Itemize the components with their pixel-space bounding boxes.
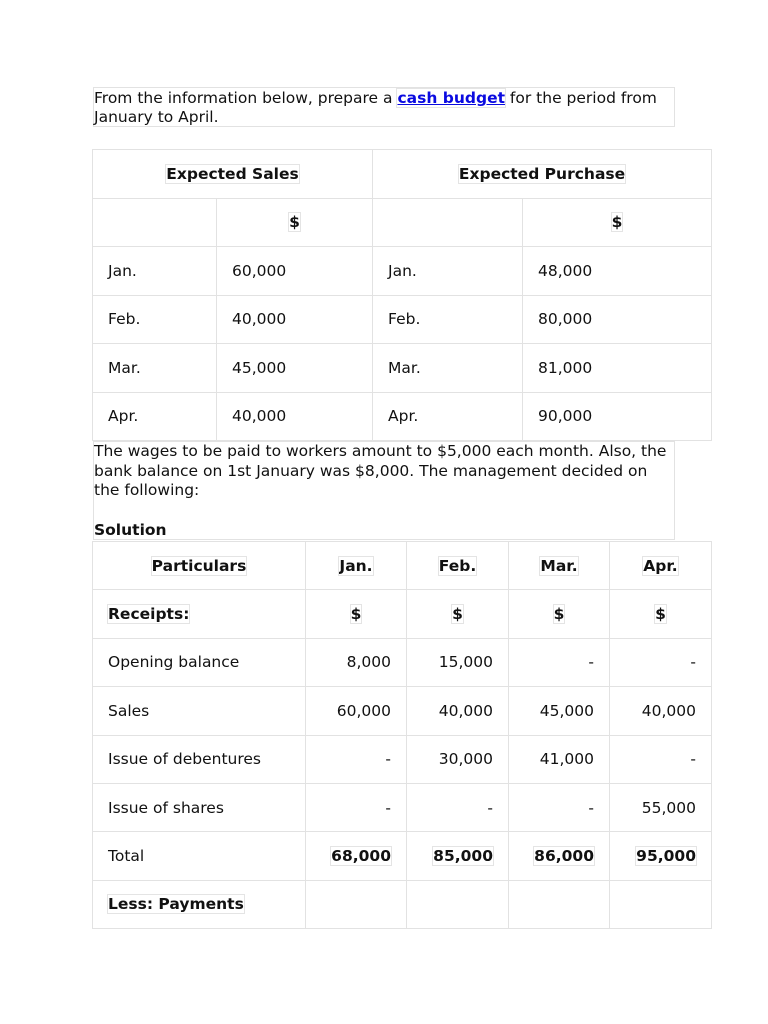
intro-text-before: From the information below, prepare a xyxy=(94,89,398,107)
cash-budget-table xyxy=(92,541,712,929)
purchase-amount: 81,000 xyxy=(523,344,712,393)
table-row xyxy=(93,638,712,686)
row-value: 45,000 xyxy=(509,687,610,735)
receipts-row xyxy=(93,590,712,638)
total-value: 68,000 xyxy=(331,847,391,866)
expected-purchase-label: Expected Purchase xyxy=(458,164,626,183)
purchase-month: Jan. xyxy=(373,247,523,296)
currency-cell xyxy=(306,590,407,638)
header-row xyxy=(93,542,712,590)
expected-sales-label: Expected Sales xyxy=(166,164,299,183)
wages-note xyxy=(93,441,675,540)
currency-cell xyxy=(509,590,610,638)
row-label: Issue of shares xyxy=(93,783,306,831)
empty-cell xyxy=(373,198,523,247)
row-value: - xyxy=(306,783,407,831)
table-row xyxy=(93,344,712,393)
row-label: Opening balance xyxy=(93,638,306,686)
cash-budget-link[interactable]: cash budget xyxy=(397,89,505,107)
total-cell xyxy=(610,832,712,880)
sales-amount: 45,000 xyxy=(217,344,373,393)
receipts-cell xyxy=(93,590,306,638)
row-value: - xyxy=(306,735,407,783)
sales-amount: 40,000 xyxy=(217,392,373,441)
row-value: - xyxy=(509,783,610,831)
sales-month: Feb. xyxy=(93,295,217,344)
month-header xyxy=(509,542,610,590)
expected-purchase-header xyxy=(373,150,712,199)
month-header xyxy=(610,542,712,590)
currency-cell xyxy=(610,590,712,638)
total-cell xyxy=(407,832,509,880)
currency-label: $ xyxy=(452,605,463,624)
purchase-amount: 80,000 xyxy=(523,295,712,344)
payments-label: Less: Payments xyxy=(108,895,244,914)
empty-cell xyxy=(610,880,712,928)
currency-cell xyxy=(407,590,509,638)
row-value: 15,000 xyxy=(407,638,509,686)
row-value: - xyxy=(610,638,712,686)
row-value: 30,000 xyxy=(407,735,509,783)
month-label: Jan. xyxy=(339,556,373,575)
row-value: - xyxy=(407,783,509,831)
purchase-month: Apr. xyxy=(373,392,523,441)
row-value: 60,000 xyxy=(306,687,407,735)
month-label: Mar. xyxy=(540,556,578,575)
row-value: - xyxy=(509,638,610,686)
row-value: 40,000 xyxy=(407,687,509,735)
sales-month: Jan. xyxy=(93,247,217,296)
table-row xyxy=(93,295,712,344)
total-value: 85,000 xyxy=(433,847,493,866)
table-row xyxy=(93,247,712,296)
total-value: 95,000 xyxy=(636,847,696,866)
empty-cell xyxy=(407,880,509,928)
row-value: 8,000 xyxy=(306,638,407,686)
payments-cell xyxy=(93,880,306,928)
purchase-month: Mar. xyxy=(373,344,523,393)
total-row xyxy=(93,832,712,880)
empty-cell xyxy=(509,880,610,928)
month-header xyxy=(306,542,407,590)
row-value: 40,000 xyxy=(610,687,712,735)
table-row xyxy=(93,687,712,735)
purchase-amount: 48,000 xyxy=(523,247,712,296)
wages-note-text: The wages to be paid to workers amount to $5,000 each month. Also, the bank balance on 1st January was $8,000. The management decided on the following: xyxy=(94,442,667,499)
month-header xyxy=(407,542,509,590)
month-label: Apr. xyxy=(643,556,678,575)
solution-heading: Solution xyxy=(94,521,167,539)
table-row xyxy=(93,783,712,831)
month-label: Feb. xyxy=(438,556,477,575)
sales-month: Mar. xyxy=(93,344,217,393)
currency-cell xyxy=(217,198,373,247)
sales-amount: 60,000 xyxy=(217,247,373,296)
purchase-currency-label: $ xyxy=(611,213,623,232)
total-cell xyxy=(306,832,407,880)
receipts-label: Receipts: xyxy=(108,605,190,624)
sales-currency-label: $ xyxy=(289,213,300,232)
sales-month: Apr. xyxy=(93,392,217,441)
total-cell xyxy=(509,832,610,880)
purchase-month: Feb. xyxy=(373,295,523,344)
intro-text-after: for the period from January to April. xyxy=(94,89,657,126)
empty-cell xyxy=(93,198,217,247)
row-value: 55,000 xyxy=(610,783,712,831)
particulars-label: Particulars xyxy=(151,556,247,575)
empty-cell xyxy=(306,880,407,928)
row-label: Issue of debentures xyxy=(93,735,306,783)
expected-sales-header xyxy=(93,150,373,199)
table-row xyxy=(93,392,712,441)
currency-cell xyxy=(523,198,712,247)
row-label: Sales xyxy=(93,687,306,735)
row-value: - xyxy=(610,735,712,783)
expected-sales-purchase-table xyxy=(92,149,712,441)
payments-row xyxy=(93,880,712,928)
total-value: 86,000 xyxy=(534,847,594,866)
currency-label: $ xyxy=(350,605,362,624)
sales-amount: 40,000 xyxy=(217,295,373,344)
currency-label: $ xyxy=(655,605,666,624)
purchase-amount: 90,000 xyxy=(523,392,712,441)
row-value: 41,000 xyxy=(509,735,610,783)
table-row xyxy=(93,735,712,783)
total-label: Total xyxy=(93,832,306,880)
particulars-header xyxy=(93,542,306,590)
intro-paragraph xyxy=(93,87,675,127)
currency-label: $ xyxy=(553,605,565,624)
